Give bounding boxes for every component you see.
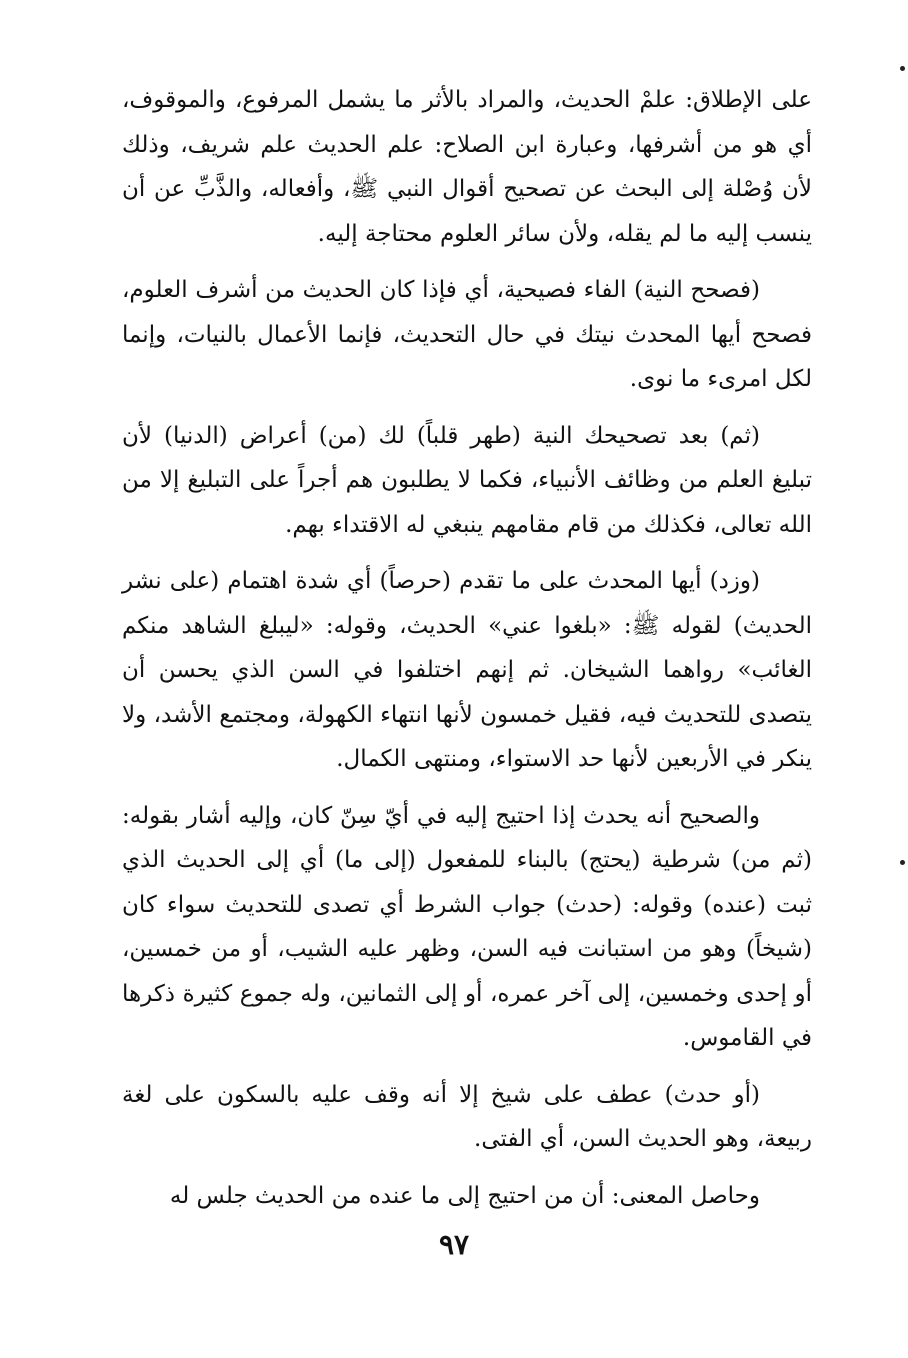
paragraph: على الإطلاق: علمْ الحديث، والمراد بالأثر ما يشمل المرفوع، والموقوف، أي هو من أشرفها، وعبارة ابن الصلاح: علم الحديث علم شريف، وذلك لأن وُصْلة إلى البحث عن تصحيح أقوال النبي ﷺ، وأفعاله، والذَّبِّ عن أن ينسب إليه ما لم يقله، ولأن سائر العلوم محتاجة إليه. (122, 87, 812, 247)
paragraph: (فصحح النية) الفاء فصيحية، أي فإذا كان الحديث من أشرف العلوم، فصحح أيها المحدث نيتك في حال التحديث، فإنما الأعمال بالنيات، وإنما لكل امرىء ما نوى. (122, 277, 812, 392)
margin-dot (900, 66, 905, 71)
paragraph: والصحيح أنه يحدث إذا احتيج إليه في أيّ سِنّ كان، وإليه أشار بقوله: (ثم من) شرطية (يحتج) بالبناء للمفعول (إلى ما) أي إلى الحديث الذي ثبت (عنده) وقوله: (حدث) جواب الشرط أي تصدى للتحديث سواء كان (شيخاً) وهو من استبانت فيه السن، وظهر عليه الشيب، أو من خمسين، أو إحدى وخمسين، إلى آخر عمره، أو إلى الثمانين، وله جموع كثيرة ذكرها في القاموس. (122, 802, 812, 1051)
paragraph: (ثم) بعد تصحيحك النية (طهر قلباً) لك (من) أعراض (الدنيا) لأن تبليغ العلم من وظائف الأنبياء، فكما لا يطلبون هم أجراً على التبليغ إلا من الله تعالى، فكذلك من قام مقامهم ينبغي له الاقتداء بهم. (122, 422, 812, 538)
paragraph: (أو حدث) عطف على شيخ إلا أنه وقف عليه بالسكون على لغة ربيعة، وهو الحديث السن، أي الفتى. (122, 1081, 812, 1152)
margin-dot (900, 860, 905, 865)
page-number: ٩٧ (438, 1228, 470, 1261)
page-body-text (122, 78, 812, 1218)
paragraph: وحاصل المعنى: أن من احتيج إلى ما عنده من الحديث جلس له (169, 1182, 760, 1209)
paragraph: (وزد) أيها المحدث على ما تقدم (حرصاً) أي شدة اهتمام (على نشر الحديث) لقوله ﷺ: «بلغوا عني» الحديث، وقوله: «ليبلغ الشاهد منكم الغائب» رواهما الشيخان. ثم إنهم اختلفوا في السن الذي يحسن أن يتصدى للتحديث فيه، فقيل خمسون لأنها انتهاء الكهولة، ومجتمع الأشد، ولا ينكر في الأربعين لأنها حد الاستواء، ومنتهى الكمال. (122, 568, 812, 772)
